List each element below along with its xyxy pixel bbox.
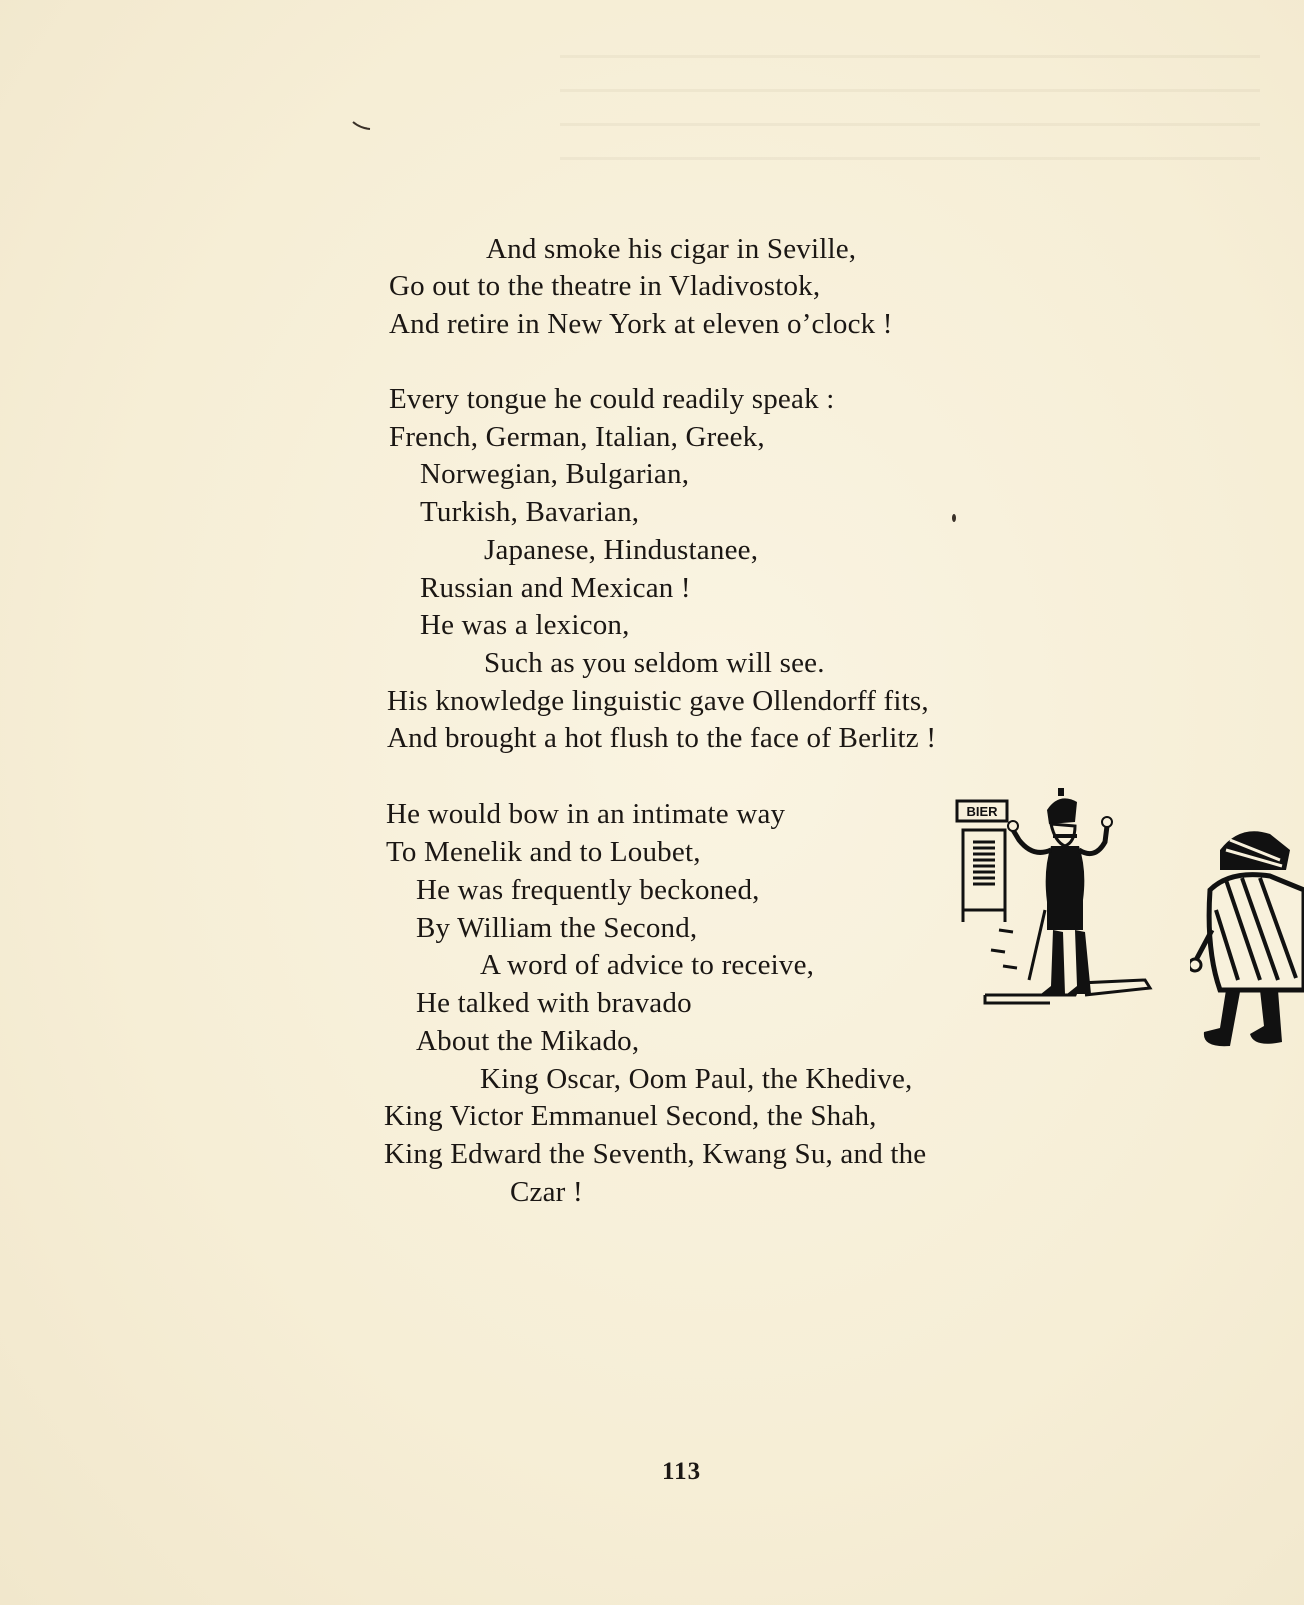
verse-line: By William the Second, [416, 912, 698, 944]
show-through-text [560, 40, 1260, 160]
stray-mark-icon [352, 120, 372, 132]
verse-line: He was a lexicon, [420, 609, 630, 641]
verse-line: His knowledge linguistic gave Ollendorff fits, [387, 685, 929, 717]
verse-line: Czar ! [510, 1176, 583, 1208]
verse-line: He would bow in an intimate way [386, 798, 786, 830]
verse-line: Go out to the theatre in Vladivostok, [389, 270, 821, 302]
verse-line: About the Mikado, [416, 1025, 640, 1057]
page-number: 113 [662, 1458, 702, 1485]
verse-line: Every tongue he could readily speak : [389, 383, 835, 415]
verse-line: King Edward the Seventh, Kwang Su, and the [384, 1138, 927, 1170]
kiosk-sign-text: BIER [966, 804, 998, 819]
verse-line: French, German, Italian, Greek, [389, 421, 765, 453]
verse-line: To Menelik and to Loubet, [386, 836, 701, 868]
verse-line: A word of advice to receive, [480, 949, 815, 981]
cropped-figure-illustration [1190, 820, 1304, 1055]
verse-line: King Victor Emmanuel Second, the Shah, [384, 1100, 877, 1132]
verse-line: Russian and Mexican ! [420, 572, 691, 604]
man-at-beer-kiosk-illustration [955, 780, 1165, 1030]
ink-speck-icon [950, 512, 958, 524]
verse-line: And brought a hot flush to the face of Berlitz ! [387, 722, 937, 754]
verse-line: He was frequently beckoned, [416, 874, 760, 906]
verse-line: King Oscar, Oom Paul, the Khedive, [480, 1063, 913, 1095]
verse-line: And retire in New York at eleven o’clock ! [389, 308, 893, 340]
verse-line: And smoke his cigar in Seville, [486, 233, 857, 265]
verse-line: Such as you seldom will see. [484, 647, 825, 679]
verse-line: Japanese, Hindustanee, [484, 534, 759, 566]
verse-line: Turkish, Bavarian, [420, 496, 640, 528]
verse-line: Norwegian, Bulgarian, [420, 458, 690, 490]
verse-line: He talked with bravado [416, 987, 692, 1019]
